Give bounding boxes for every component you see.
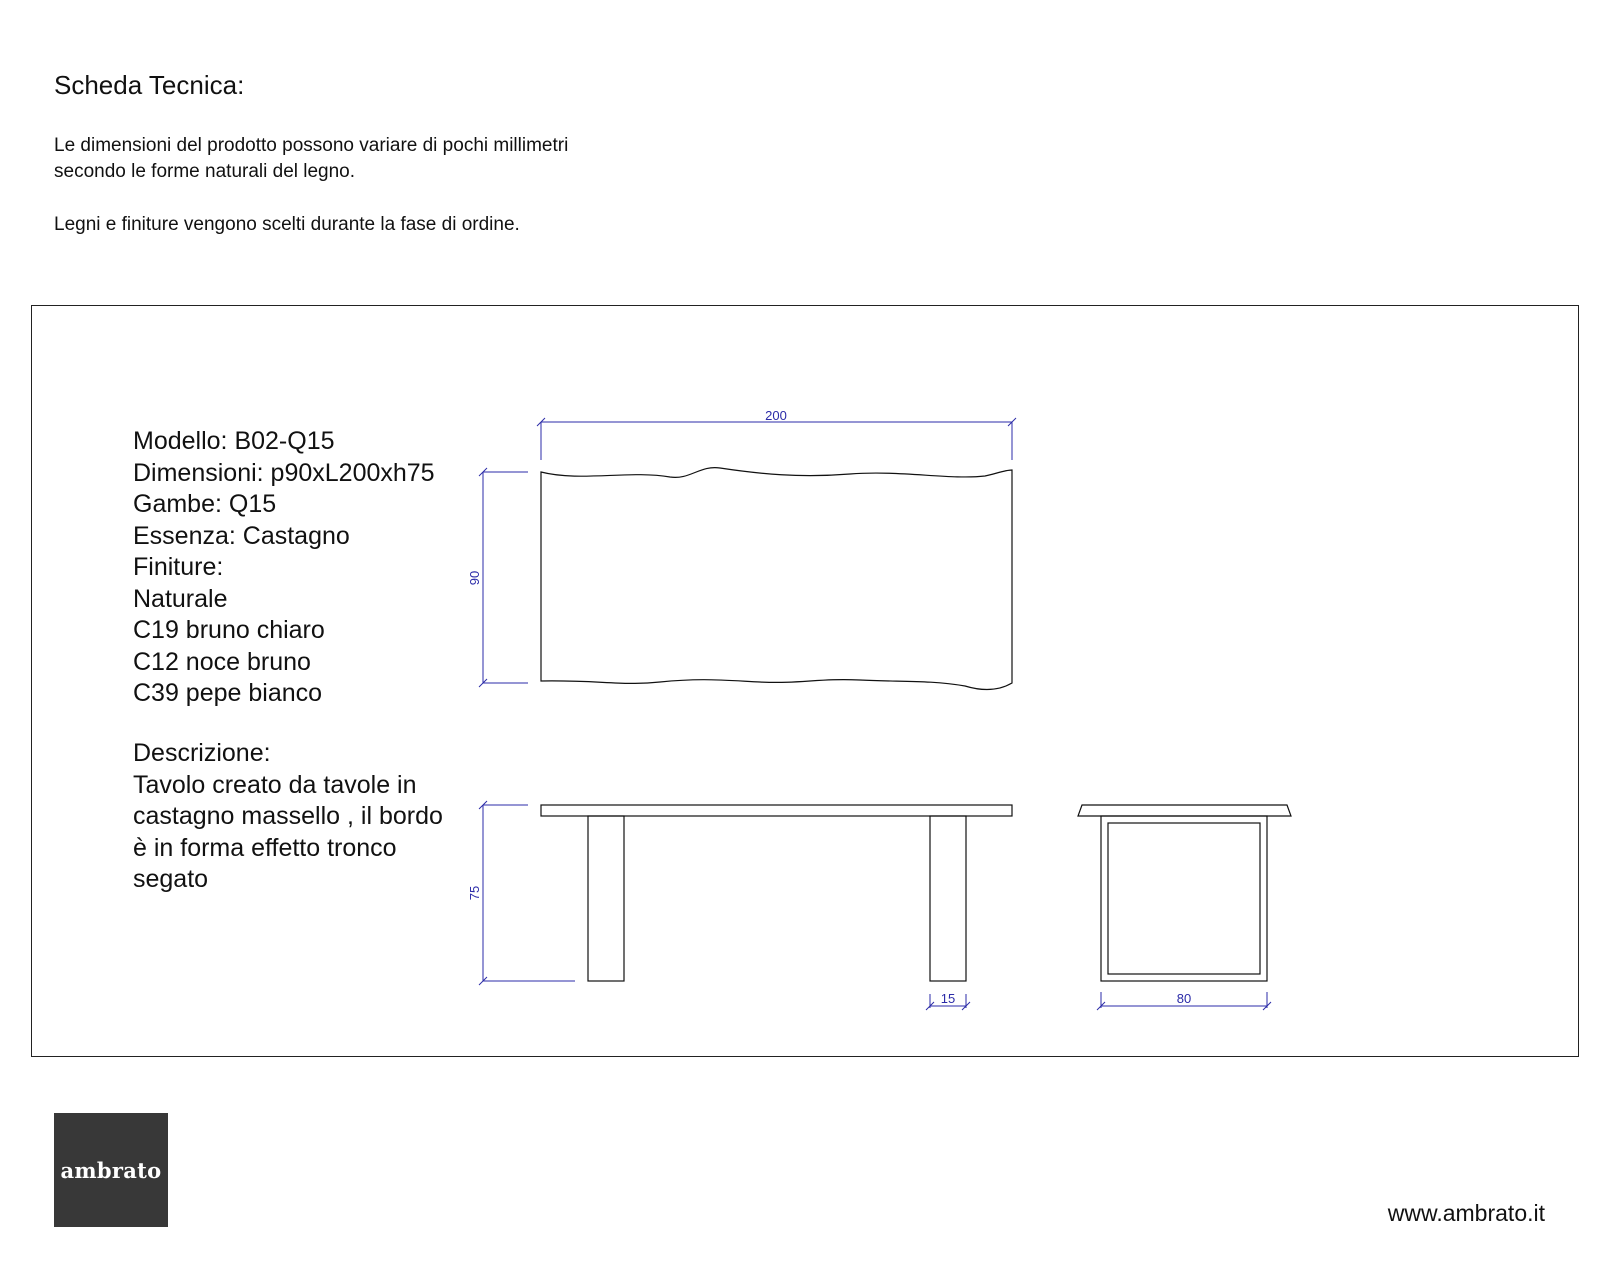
spec-model: Modello: B02-Q15 — [133, 427, 335, 455]
description-label: Descrizione: — [133, 739, 271, 767]
spec-wood: Essenza: Castagno — [133, 521, 350, 550]
dim-depth-label: 90 — [467, 570, 482, 586]
order-note: Legni e finiture vengono scelti durante la fase di ordine. — [54, 214, 520, 235]
note-line-1: Le dimensioni del prodotto possono variare di pochi millimetri — [54, 135, 569, 156]
dim-height-label: 75 — [467, 885, 482, 901]
description-line: castagno massello , il bordo — [133, 802, 443, 830]
front-view — [541, 805, 1012, 981]
side-frame-outer — [1101, 816, 1267, 981]
logo-text: ambrato — [60, 1157, 162, 1183]
dim-side-width-label: 80 — [1176, 991, 1192, 1006]
dim-length-label: 200 — [765, 408, 787, 423]
side-tabletop — [1078, 805, 1291, 816]
finish-item: C12 noce bruno — [133, 647, 311, 676]
finish-item: Naturale — [133, 584, 228, 613]
ambrato-logo — [54, 1113, 168, 1227]
spec-dimensions: Dimensioni: p90xL200xh75 — [133, 458, 435, 487]
spec-legs: Gambe: Q15 — [133, 490, 277, 518]
spec-finishes-label: Finiture: — [133, 553, 224, 581]
dim-leg-label: 15 — [940, 991, 956, 1006]
side-frame-inner — [1108, 823, 1260, 974]
dimension-length — [537, 418, 1016, 460]
finish-item: C19 bruno chiaro — [133, 616, 325, 644]
front-leg-left — [588, 816, 624, 981]
description-line: Tavolo creato da tavole in — [133, 770, 417, 799]
note-line-2: secondo le forme naturali del legno. — [54, 161, 356, 182]
page-title: Scheda Tecnica: — [54, 70, 245, 100]
top-view — [541, 468, 1012, 690]
front-leg-right — [930, 816, 966, 981]
finish-item: C39 pepe bianco — [133, 679, 323, 707]
dimension-height — [479, 801, 575, 985]
description-line: è in forma effetto tronco — [133, 833, 397, 862]
front-tabletop — [541, 805, 1012, 816]
website-url: www.ambrato.it — [1387, 1200, 1545, 1226]
dimension-depth — [479, 468, 528, 687]
side-view — [1078, 805, 1291, 981]
description-line: segato — [133, 865, 209, 893]
